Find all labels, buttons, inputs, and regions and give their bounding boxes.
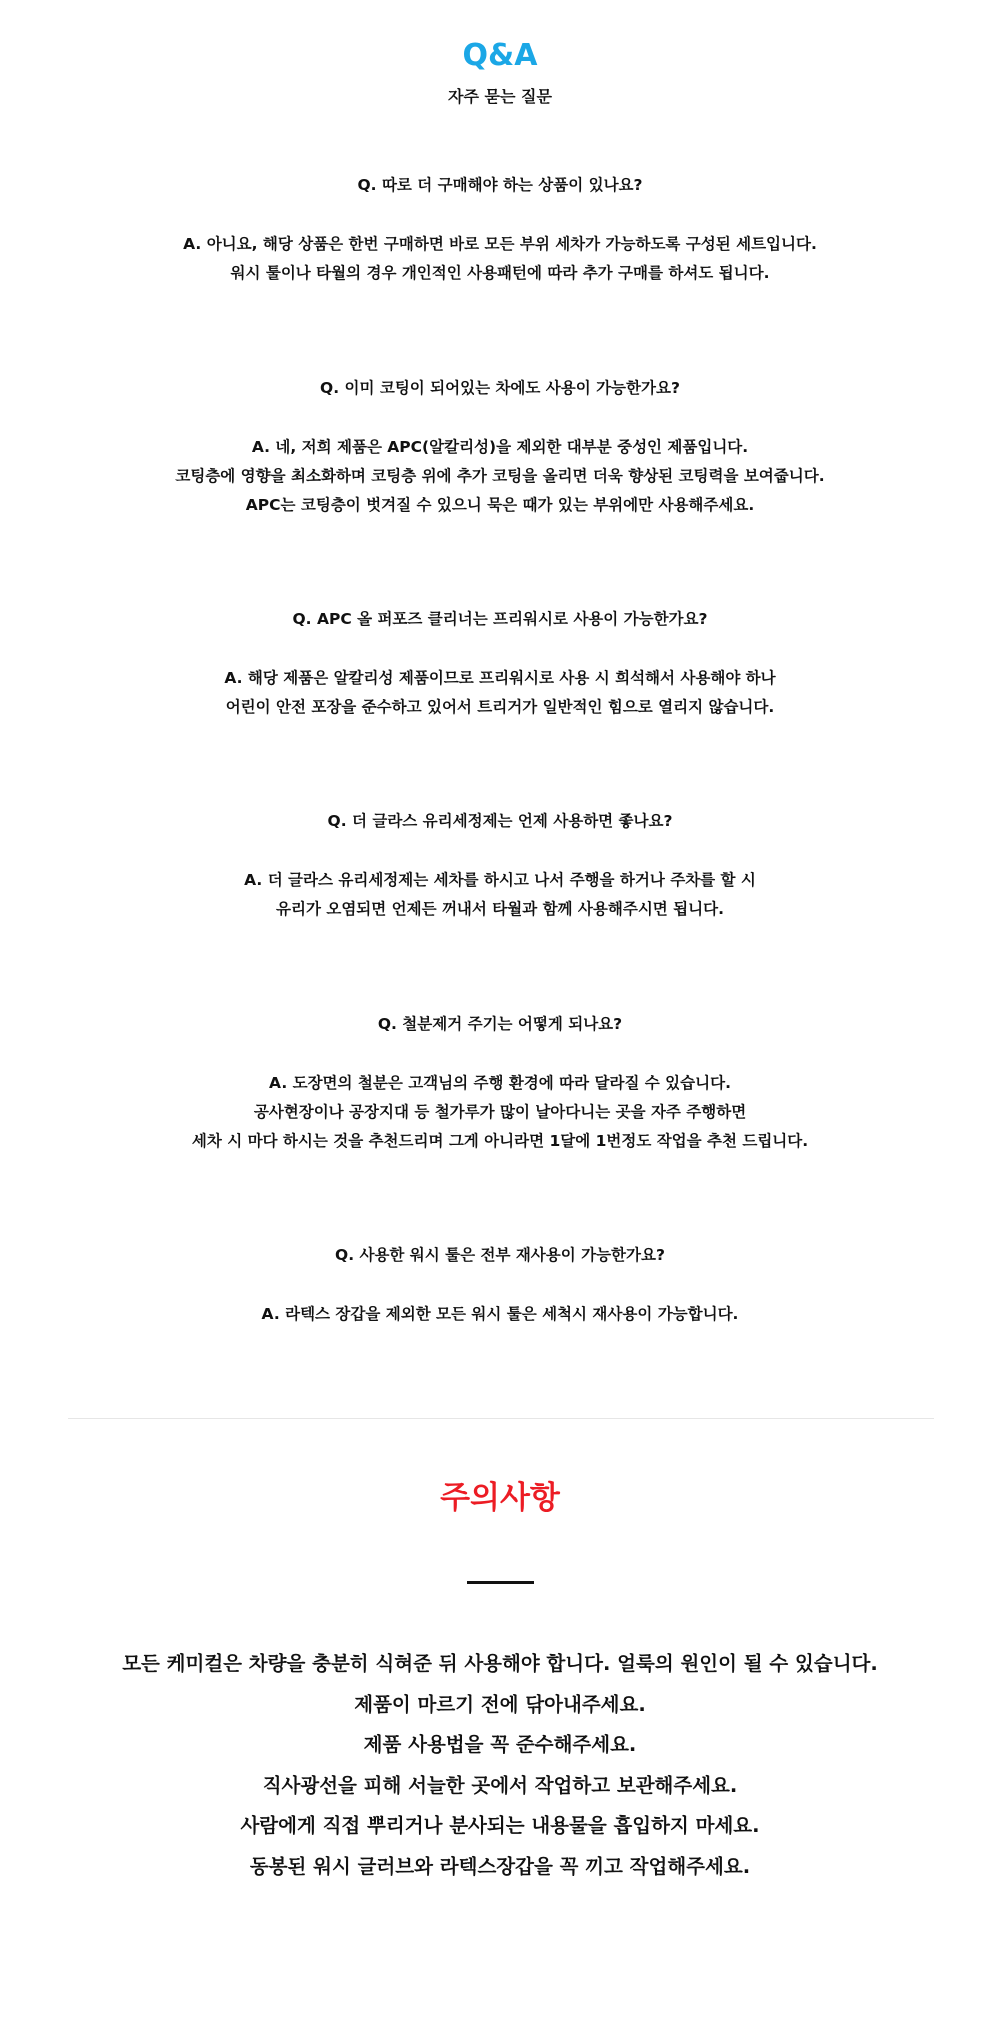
qa-subtitle: 자주 묻는 질문: [448, 87, 552, 106]
caution-item: 제품 사용법을 꼭 준수해주세요.: [363, 1733, 637, 1756]
qa-answer-line: 워시 툴이나 타월의 경우 개인적인 사용패턴에 따라 추가 구매를 하셔도 됩니다.: [230, 264, 770, 282]
caution-title-underline: [467, 1581, 534, 1584]
caution-item: 동봉된 워시 글러브와 라텍스장갑을 꼭 끼고 작업해주세요.: [249, 1854, 751, 1878]
qa-answer-line: A. 더 글라스 유리세정제는 세차를 하시고 나서 주행을 하거나 주차를 할 시: [244, 871, 756, 889]
caution-item: 사람에게 직접 뿌리거나 분사되는 내용물을 흡입하지 마세요.: [240, 1814, 760, 1837]
qa-question: Q. 사용한 워시 툴은 전부 재사용이 가능한가요?: [335, 1246, 665, 1264]
caution-item: 모든 케미컬은 차량을 충분히 식혀준 뒤 사용해야 합니다. 얼룩의 원인이 될 수 있습니다.: [122, 1652, 878, 1675]
qa-answer-line: A. 라텍스 장갑을 제외한 모든 워시 툴은 세척시 재사용이 가능합니다.: [261, 1305, 739, 1323]
qa-question: Q. 따로 더 구매해야 하는 상품이 있나요?: [357, 176, 643, 194]
qa-question: Q. 이미 코팅이 되어있는 차에도 사용이 가능한가요?: [320, 379, 680, 397]
qa-answer: [0, 664, 1000, 722]
qa-answer-line: A. 네, 저희 제품은 APC(알칼리성)을 제외한 대부분 중성인 제품입니다.: [251, 438, 749, 456]
qa-answer: [0, 230, 1000, 288]
section-divider: [68, 1418, 934, 1419]
qa-answer-line: 유리가 오염되면 언제든 꺼내서 타월과 함께 사용해주시면 됩니다.: [276, 900, 724, 918]
caution-item: 제품이 마르기 전에 닦아내주세요.: [354, 1692, 646, 1716]
qa-answer-line: A. 해당 제품은 알칼리성 제품이므로 프리워시로 사용 시 희석해서 사용해야 하나: [224, 669, 776, 687]
qa-answer: [0, 1069, 1000, 1156]
caution-title: 주의사항: [440, 1480, 560, 1516]
caution-item: 직사광선을 피해 서늘한 곳에서 작업하고 보관해주세요.: [262, 1773, 738, 1797]
qa-answer-line: 코팅층에 영향을 최소화하며 코팅층 위에 추가 코팅을 올리면 더욱 향상된 코팅력을 보여줍니다.: [175, 467, 825, 485]
qa-answer: [0, 433, 1000, 520]
qa-item: [0, 174, 1000, 288]
qa-answer: [0, 1300, 1000, 1329]
qa-item: [0, 1244, 1000, 1329]
qa-question: Q. APC 올 퍼포즈 클리너는 프리워시로 사용이 가능한가요?: [292, 610, 708, 628]
qa-answer: [0, 866, 1000, 924]
qa-answer-line: A. 아니요, 해당 상품은 한번 구매하면 바로 모든 부위 세차가 가능하도록 구성된 세트입니다.: [183, 235, 817, 253]
qa-title: Q&A: [462, 38, 538, 73]
qa-answer-line: 공사현장이나 공장지대 등 철가루가 많이 날아다니는 곳을 자주 주행하면: [253, 1103, 747, 1121]
qa-question: Q. 철분제거 주기는 어떻게 되나요?: [377, 1015, 623, 1033]
qa-answer-line: APC는 코팅층이 벗겨질 수 있으니 묵은 때가 있는 부위에만 사용해주세요.: [245, 496, 755, 514]
qa-question: Q. 더 글라스 유리세정제는 언제 사용하면 좋나요?: [327, 812, 673, 830]
qa-item: [0, 377, 1000, 520]
qa-item: [0, 608, 1000, 722]
qa-answer-line: A. 도장면의 철분은 고객님의 주행 환경에 따라 달라질 수 있습니다.: [269, 1074, 731, 1092]
qa-item: [0, 1013, 1000, 1156]
qa-answer-line: 세차 시 마다 하시는 것을 추천드리며 그게 아니라면 1달에 1번정도 작업을 추천 드립니다.: [191, 1132, 809, 1150]
caution-list: [0, 1644, 1000, 1887]
qa-item: [0, 810, 1000, 924]
qa-answer-line: 어린이 안전 포장을 준수하고 있어서 트리거가 일반적인 힘으로 열리지 않습니다.: [225, 698, 775, 716]
